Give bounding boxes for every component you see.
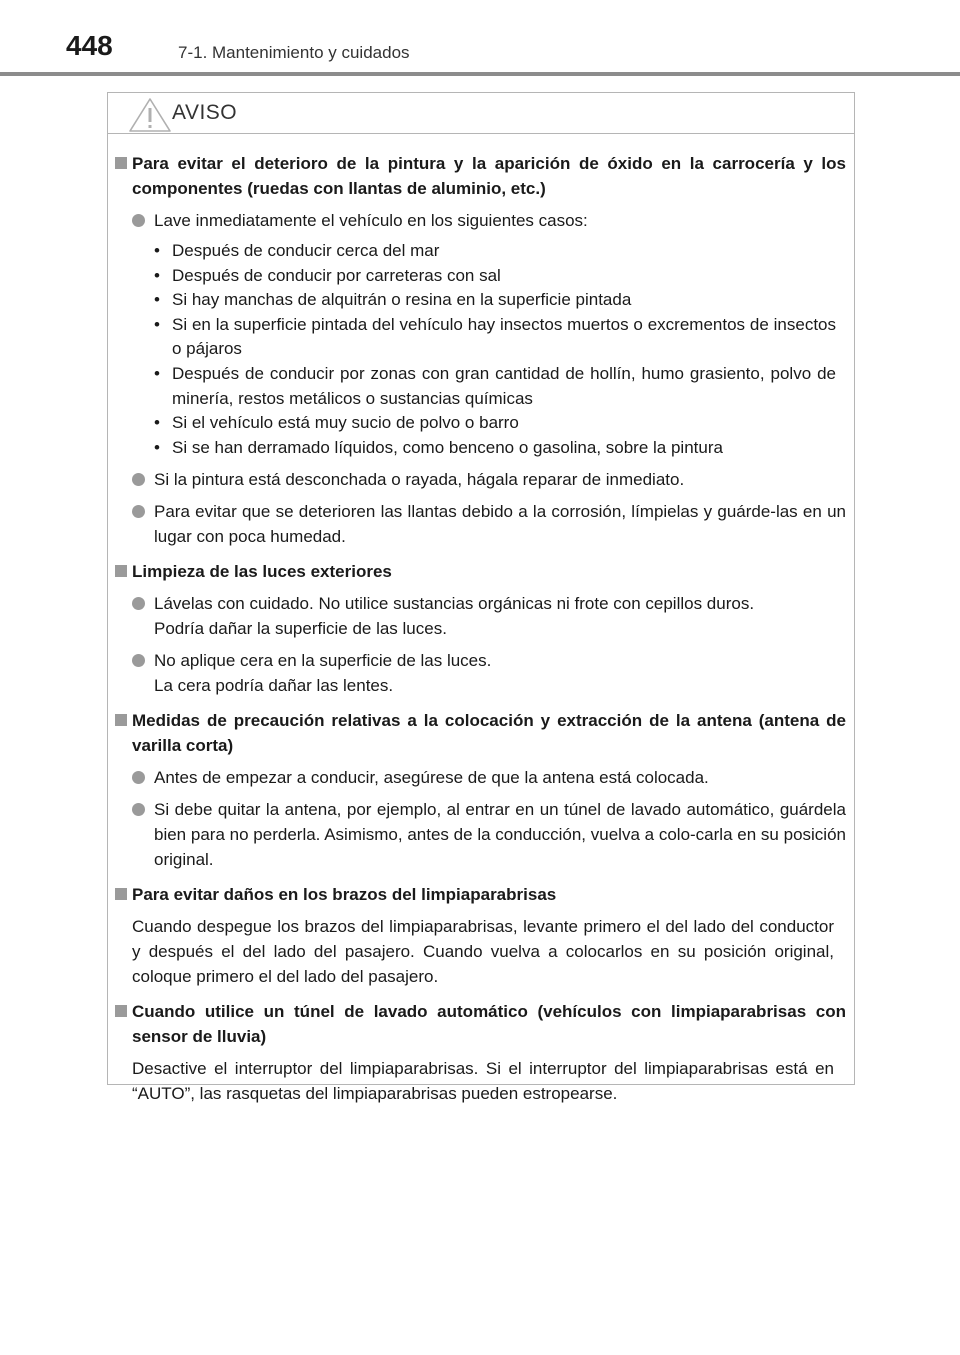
- sub-list-item: • Después de conducir por carreteras con sal: [154, 265, 501, 285]
- circle-bullet-icon: [132, 473, 145, 486]
- warning-box: [107, 92, 855, 1104]
- sub-list-item-text: Después de conducir cerca del mar: [172, 241, 440, 260]
- sub-list-item-text: Si en la superficie pintada del vehículo hay insectos muertos o excrementos de insectos o pájaros: [172, 314, 836, 359]
- square-bullet-icon: [115, 1005, 127, 1017]
- list-item-text: No aplique cera en la superficie de las luces.: [154, 651, 492, 671]
- sub-list-item: • Si hay manchas de alquitrán o resina en la superficie pintada: [154, 290, 632, 310]
- page-number: 448: [66, 30, 113, 61]
- square-bullet-icon: [115, 888, 127, 900]
- sub-list: [132, 239, 846, 460]
- sub-list-item: • Después de conducir por zonas con gran cantidad de hollín, humo grasiento, polvo de minería, restos metálicos o sustancias químicas: [154, 363, 836, 408]
- list-item: [132, 765, 846, 790]
- section-heading: [132, 999, 846, 1049]
- warning-title: AVISO: [172, 101, 238, 124]
- list-item-text: Para evitar que se deterioren las llantas debido a la corrosión, límpielas y guárde-las en un lugar con poca humedad.: [154, 502, 846, 547]
- circle-bullet-icon: [132, 771, 145, 784]
- list-item-text: Antes de empezar a conducir, asegúrese de que la antena está colocada.: [154, 768, 709, 788]
- sub-list-item-text: Si el vehículo está muy sucio de polvo o barro: [172, 413, 519, 433]
- list-item-text: Lave inmediatamente el vehículo en los siguientes casos:: [154, 211, 588, 230]
- sub-list-item: • Después de conducir cerca del mar: [154, 241, 440, 260]
- section-paragraph: Cuando despegue los brazos del limpiaparabrisas, levante primero el del lado del conductor y después el del lado del pasajero. Cuando vuelva a colocarlos en su posición original, coloque primero el del lado del pasajero.: [132, 917, 834, 987]
- circle-bullet-icon: [132, 214, 145, 227]
- list-item: [132, 591, 846, 641]
- list-item-text: Si debe quitar la antena, por ejemplo, al entrar en un túnel de lavado automático, guárdela bien para no perderla. Asimismo, antes de la conducción, vuelva a colo-carla en su posición original.: [154, 800, 846, 870]
- section-heading: [132, 882, 846, 907]
- section-title: 7-1. Mantenimiento y cuidados: [178, 43, 410, 62]
- square-bullet-icon: [115, 157, 127, 169]
- sub-list-item-text: Después de conducir por zonas con gran cantidad de hollín, humo grasiento, polvo de minería, restos metálicos o sustancias químicas: [172, 363, 836, 408]
- list-item-text: Podría dañar la superficie de las luces.: [154, 619, 447, 639]
- warning-section: [108, 708, 854, 872]
- sub-list-item: • Si en la superficie pintada del vehículo hay insectos muertos o excrementos de insectos o pájaros: [154, 314, 836, 359]
- sub-list-item-text: Si hay manchas de alquitrán o resina en la superficie pintada: [172, 290, 632, 310]
- section-paragraph: Desactive el interruptor del limpiaparabrisas. Si el interruptor del limpiaparabrisas está en “AUTO”, las rasquetas del limpiaparabrisas pueden estropearse.: [132, 1059, 834, 1104]
- square-bullet-icon: [115, 714, 127, 726]
- warning-header: [108, 93, 854, 134]
- list-item: [132, 648, 846, 698]
- section-heading-text: Para evitar el deterioro de la pintura y la aparición de óxido en la carrocería y los componentes (ruedas con llantas de aluminio, etc.): [132, 154, 846, 198]
- list-item-text: La cera podría dañar las lentes.: [154, 676, 394, 696]
- circle-bullet-icon: [132, 803, 145, 816]
- sub-list-item: • Si el vehículo está muy sucio de polvo o barro: [154, 413, 519, 433]
- section-heading-text: Cuando utilice un túnel de lavado automático (vehículos con limpiaparabrisas con sensor de lluvia): [132, 1002, 846, 1047]
- section-heading: [132, 151, 846, 201]
- warning-section: [108, 999, 854, 1106]
- list-item: [132, 797, 846, 872]
- section-heading: [132, 708, 846, 758]
- list-item: [132, 499, 846, 549]
- list-item-text: Lávelas con cuidado. No utilice sustancias orgánicas ni frote con cepillos duros.: [154, 594, 755, 614]
- warning-section: [108, 882, 854, 989]
- list-item: [132, 467, 846, 492]
- sub-list-item-text: Si se han derramado líquidos, como benceno o gasolina, sobre la pintura: [172, 437, 723, 457]
- warning-triangle-icon: [128, 97, 172, 133]
- circle-bullet-icon: [132, 597, 145, 610]
- section-heading-text: Medidas de precaución relativas a la colocación y extracción de la antena (antena de varilla corta): [132, 711, 846, 756]
- list-item: [132, 208, 846, 233]
- section-heading-text: Para evitar daños en los brazos del limpiaparabrisas: [132, 885, 557, 905]
- warning-section: [108, 151, 854, 549]
- sub-list-item: • Si se han derramado líquidos, como benceno o gasolina, sobre la pintura: [154, 437, 723, 457]
- circle-bullet-icon: [132, 505, 145, 518]
- square-bullet-icon: [115, 565, 127, 577]
- sub-list-item-text: Después de conducir por carreteras con sal: [172, 265, 501, 285]
- list-item-text: Si la pintura está desconchada o rayada, hágala reparar de inmediato.: [154, 470, 685, 490]
- circle-bullet-icon: [132, 654, 145, 667]
- section-heading: [132, 559, 846, 584]
- warning-section: [108, 559, 854, 698]
- warning-content: [108, 145, 854, 1106]
- header-rule: [0, 72, 960, 76]
- section-heading-text: Limpieza de las luces exteriores: [132, 562, 392, 582]
